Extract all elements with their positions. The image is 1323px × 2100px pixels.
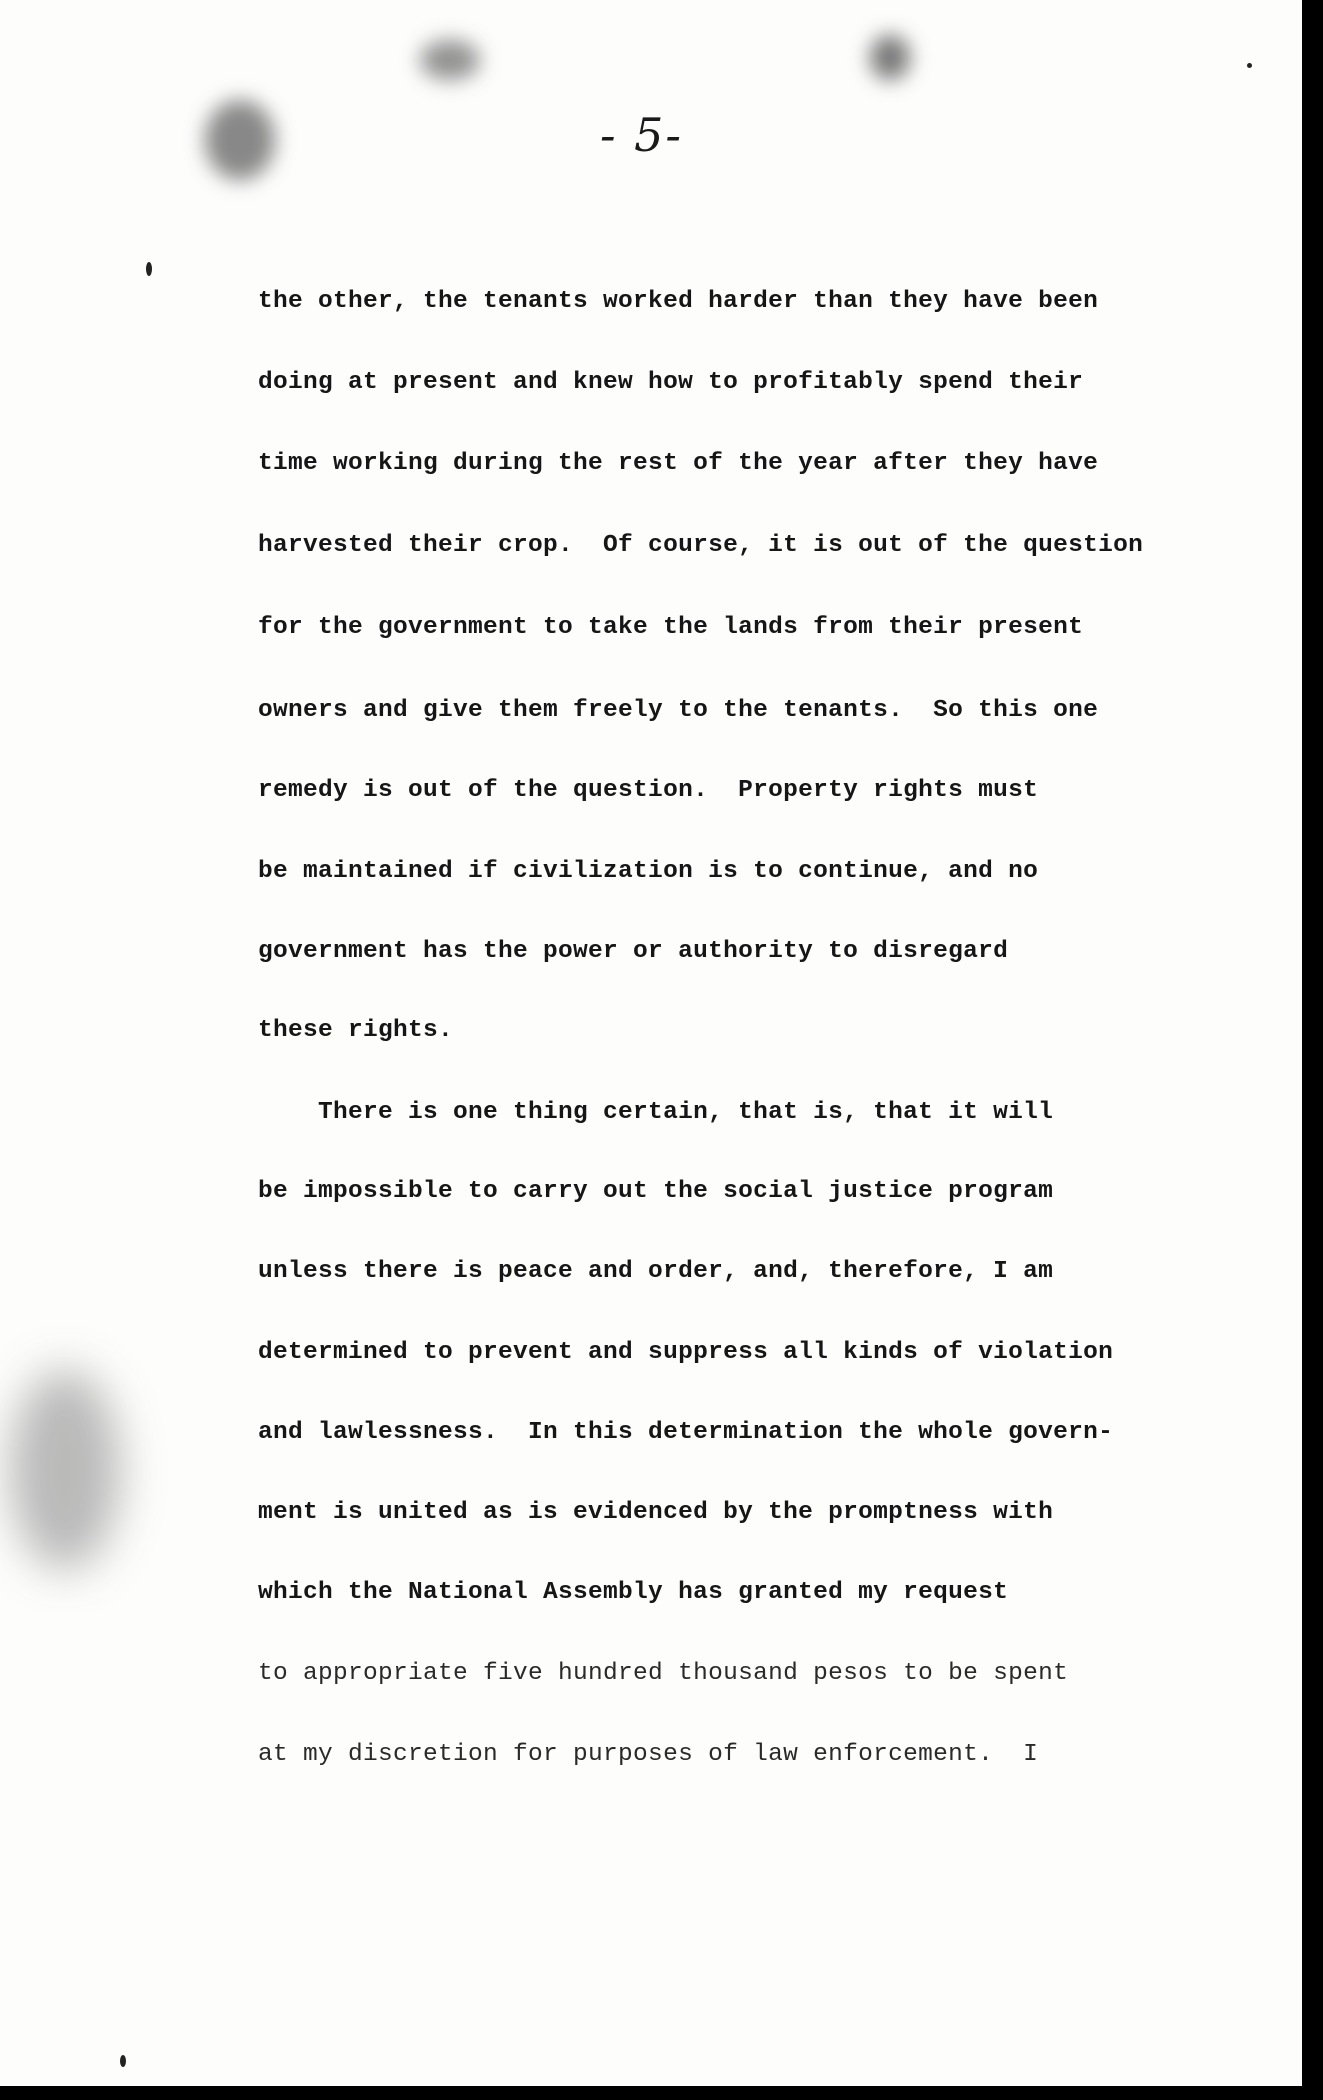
speck-left-margin: [146, 262, 152, 276]
text-line: these rights.: [258, 1017, 454, 1044]
ink-smudge-top-center: [420, 40, 480, 80]
text-line: time working during the rest of the year after they have: [258, 450, 1099, 477]
text-line: which the National Assembly has granted my request: [258, 1579, 1009, 1606]
text-line: to appropriate five hundred thousand pesos to be spent: [258, 1660, 1069, 1687]
speck-right-margin: [1247, 63, 1252, 68]
text-line: remedy is out of the question. Property rights must: [258, 777, 1039, 804]
text-line: government has the power or authority to disregard: [258, 938, 1009, 965]
text-line: for the government to take the lands from their present: [258, 614, 1084, 641]
text-line: unless there is peace and order, and, therefore, I am: [258, 1258, 1054, 1285]
text-line: the other, the tenants worked harder than they have been: [258, 288, 1099, 315]
ink-smudge-top-left: [205, 100, 275, 180]
ink-smudge-top-right: [870, 35, 910, 80]
text-line: at my discretion for purposes of law enforcement. I: [258, 1741, 1039, 1768]
page-number: - 5-: [600, 108, 683, 162]
text-line: owners and give them freely to the tenants. So this one: [258, 697, 1099, 724]
speck-bottom-left: [120, 2055, 126, 2067]
text-line: ment is united as is evidenced by the promptness with: [258, 1499, 1054, 1526]
text-line: and lawlessness. In this determination the whole govern-: [258, 1419, 1114, 1446]
text-line: doing at present and knew how to profitably spend their: [258, 369, 1084, 396]
text-line: be maintained if civilization is to continue, and no: [258, 858, 1039, 885]
text-line: There is one thing certain, that is, that it will: [258, 1099, 1054, 1126]
text-line: harvested their crop. Of course, it is out of the question: [258, 532, 1144, 559]
text-line: be impossible to carry out the social justice program: [258, 1178, 1054, 1205]
ink-smudge-left-margin: [10, 1370, 120, 1570]
text-line: determined to prevent and suppress all kinds of violation: [258, 1339, 1114, 1366]
